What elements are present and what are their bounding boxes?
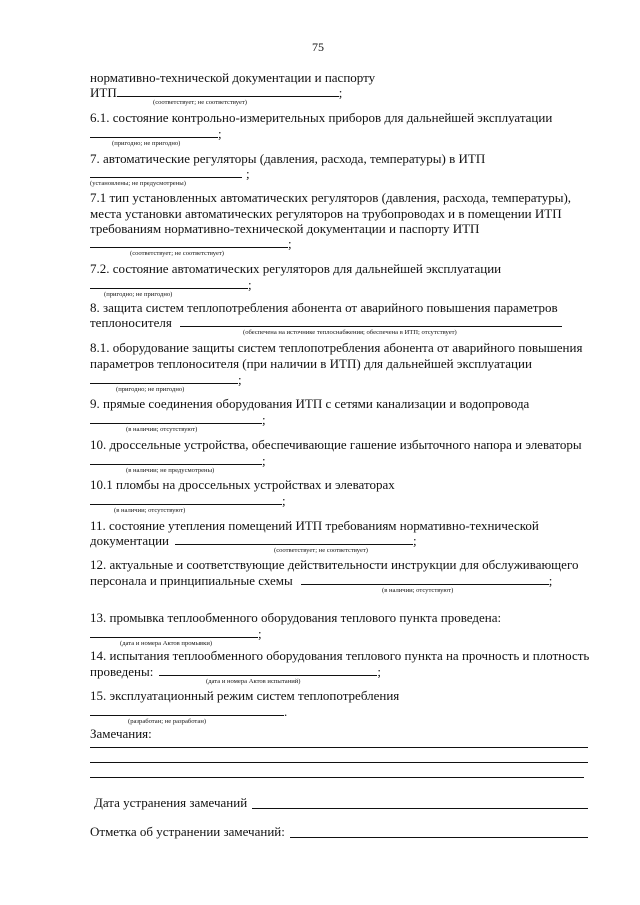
direct-connections-field[interactable] <box>90 412 262 424</box>
field-hint: (в наличии; отсутствуют) <box>114 507 186 514</box>
item-14-field-line: проведены: ; <box>90 664 381 679</box>
instruments-state-field[interactable] <box>90 126 218 138</box>
text-line: места установки автоматических регуляторов на трубопроводах и в помещении ИТП <box>90 206 562 221</box>
itp-field-line: ИТП ; <box>90 85 343 100</box>
item-7-2-field-line: ; <box>90 277 252 292</box>
itp-compliance-field[interactable] <box>117 85 339 97</box>
item-10: 10. дроссельные устройства, обеспечивающие гашение избыточного напора и элеваторы <box>90 437 582 452</box>
item-11: 11. состояние утепления помещений ИТП требованиям нормативно-технической <box>90 518 539 533</box>
item-9: 9. прямые соединения оборудования ИТП с сетями канализации и водопровода <box>90 396 530 411</box>
item-12: 12. актуальные и соответствующие действительности инструкции для обслуживающего <box>90 557 579 572</box>
item-15-field-line: . <box>90 704 287 719</box>
field-hint: (пригодно; не пригодно) <box>104 291 173 298</box>
field-hint: (обеспечена на источнике теплоснабжения; обеспечена в ИТП; отсутствует) <box>243 329 457 336</box>
item-7-1-field-line: ; <box>90 236 292 251</box>
item-6-1: 6.1. состояние контрольно-измерительных приборов для дальнейшей эксплуатации <box>90 110 553 125</box>
field-hint: (соответствует; не соответствует) <box>130 250 224 257</box>
field-hint: (соответствует; не соответствует) <box>274 547 368 554</box>
protection-equipment-field[interactable] <box>90 372 238 384</box>
item-7-field-line: ; <box>90 166 250 181</box>
field-hint: (дата и номера Актов испытаний) <box>206 678 301 685</box>
item-10-1-field-line: ; <box>90 493 286 508</box>
item-11-field-line: документации ; <box>90 533 417 548</box>
remarks-line-2[interactable] <box>90 762 588 763</box>
item-8-1-field-line: ; <box>90 372 242 387</box>
insulation-field[interactable] <box>175 533 413 545</box>
item-7-1: 7.1 тип установленных автоматических регуляторов (давления, расхода, температуры), <box>90 190 572 205</box>
field-hint: (дата и номера Актов промывки) <box>120 640 213 647</box>
flushing-field[interactable] <box>90 626 258 638</box>
item-8-field-line: теплоносителя <box>90 315 562 330</box>
fix-date-field[interactable] <box>252 808 588 809</box>
remarks-line-1[interactable] <box>90 747 588 748</box>
item-7-2: 7.2. состояние автоматических регуляторов для дальнейшей эксплуатации <box>90 261 502 276</box>
item-15: 15. эксплуатационный режим систем теплопотребления <box>90 688 400 703</box>
field-hint: (в наличии; отсутствуют) <box>382 587 454 594</box>
remarks-label: Замечания: <box>90 726 152 741</box>
text-line: требованиям нормативно-технической документации и паспорту ИТП <box>90 221 480 236</box>
field-hint: (в наличии; отсутствуют) <box>126 426 198 433</box>
regulators-state-field[interactable] <box>90 277 248 289</box>
field-hint: (пригодно; не пригодно) <box>116 386 185 393</box>
item-9-field-line: ; <box>90 412 266 427</box>
item-8: 8. защита систем теплопотребления абонента от аварийного повышения параметров <box>90 300 558 315</box>
field-hint: (установлены; не предусмотрены) <box>90 180 186 187</box>
fix-date-label: Дата устранения замечаний <box>94 795 248 810</box>
field-hint: (соответствует; не соответствует) <box>153 99 247 106</box>
operation-mode-field[interactable] <box>90 704 284 716</box>
field-hint: (разработан; не разработан) <box>128 718 207 725</box>
item-10-1: 10.1 пломбы на дроссельных устройствах и элеваторах <box>90 477 395 492</box>
item-13: 13. промывка теплообменного оборудования теплового пункта проведена: <box>90 610 502 625</box>
item-14: 14. испытания теплообменного оборудования теплового пункта на прочность и плотность <box>90 648 590 663</box>
item-6-1-field-line: ; <box>90 126 222 141</box>
protection-field[interactable] <box>180 315 562 327</box>
regulators-field[interactable] <box>90 166 242 178</box>
regulators-type-field[interactable] <box>90 236 288 248</box>
item-8-1: 8.1. оборудование защиты систем теплопотребления абонента от аварийного повышения <box>90 340 583 355</box>
field-hint: (в наличии; не предусмотрены) <box>126 467 215 474</box>
seals-field[interactable] <box>90 493 282 505</box>
page-number: 75 <box>312 40 324 54</box>
field-hint: (пригодно; не пригодно) <box>112 140 181 147</box>
item-10-field-line: ; <box>90 453 266 468</box>
item-13-field-line: ; <box>90 626 262 641</box>
text-line: нормативно-технической документации и паспорту <box>90 70 376 85</box>
text-line: параметров теплоносителя (при наличии в ИТП) для дальнейшей эксплуатации <box>90 356 532 371</box>
item-12-field-line: персонала и принципиальные схемы ; <box>90 573 553 588</box>
fix-mark-field[interactable] <box>290 837 588 838</box>
throttle-devices-field[interactable] <box>90 453 262 465</box>
item-7: 7. автоматические регуляторы (давления, расхода, температуры) в ИТП <box>90 151 486 166</box>
fix-mark-label: Отметка об устранении замечаний: <box>90 824 285 839</box>
remarks-line-3[interactable] <box>90 777 584 778</box>
tests-field[interactable] <box>159 664 377 676</box>
instructions-field[interactable] <box>301 573 549 585</box>
